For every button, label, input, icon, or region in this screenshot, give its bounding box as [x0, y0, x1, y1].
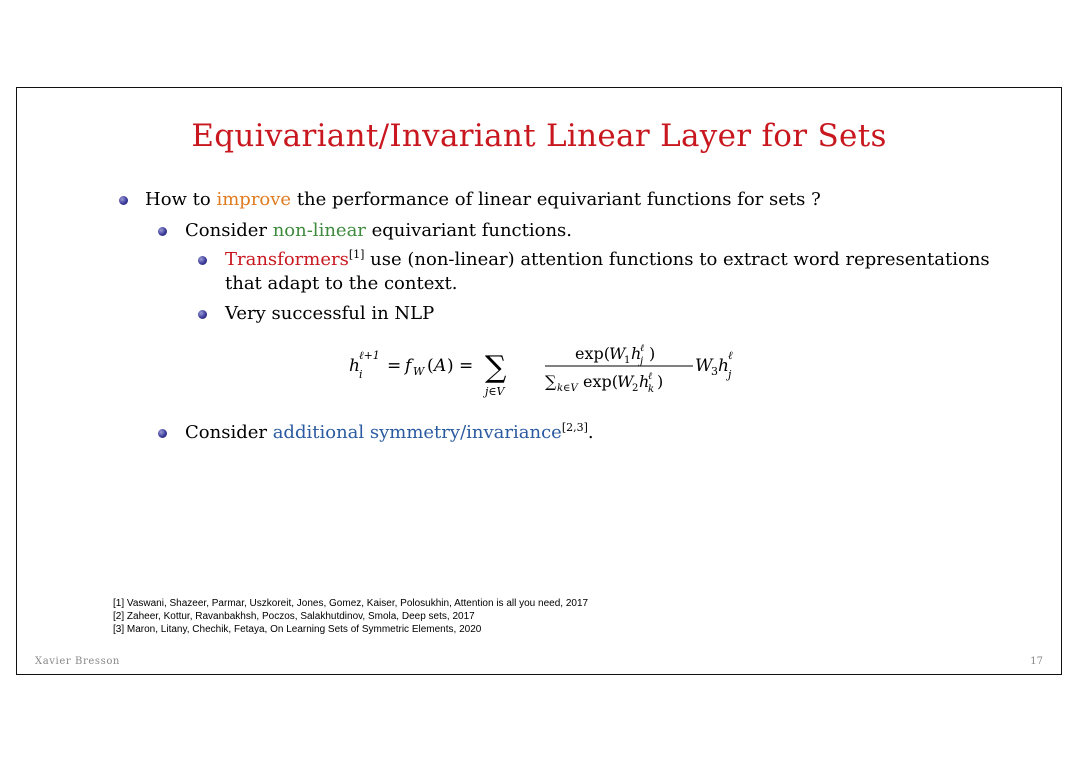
- svg-text:W: W: [695, 356, 713, 376]
- bullet-dot-icon: [158, 429, 167, 438]
- bullet-2-post: equivariant functions.: [365, 220, 573, 241]
- svg-text:) =: ) =: [447, 356, 474, 376]
- bullet-1-post: the performance of linear equivariant functions for sets ?: [291, 189, 821, 210]
- svg-text:h: h: [639, 372, 650, 391]
- reference-item: [2] Zaheer, Kottur, Ravanbakhsh, Poczos, Salakhutdinov, Smola, Deep sets, 2017: [113, 611, 475, 622]
- svg-text:f: f: [405, 356, 412, 376]
- svg-text:(: (: [427, 356, 434, 376]
- bullet-3-line1: use (non-linear) attention functions to extract word representations: [364, 249, 990, 270]
- slide-title: Equivariant/Invariant Linear Layer for Sets: [191, 118, 887, 154]
- footer-page-number: 17: [1030, 656, 1043, 667]
- svg-text:h: h: [718, 356, 729, 376]
- svg-text:h: h: [349, 356, 360, 376]
- svg-text:1: 1: [624, 355, 631, 366]
- svg-text:3: 3: [711, 365, 718, 378]
- svg-text:j: j: [728, 368, 732, 381]
- svg-text:): ): [649, 344, 656, 363]
- svg-text:∑: ∑: [485, 350, 507, 385]
- reference-item: [3] Maron, Litany, Chechik, Fetaya, On Learning Sets of Symmetric Elements, 2020: [113, 624, 482, 635]
- bullet-5-ref: [2,3]: [561, 421, 588, 434]
- svg-text:ℓ+1: ℓ+1: [359, 349, 380, 362]
- svg-text:h: h: [631, 344, 642, 363]
- bullet-dot-icon: [158, 227, 167, 236]
- svg-text:exp(: exp(: [583, 372, 618, 391]
- svg-text:): ): [657, 372, 664, 391]
- bullet-2-highlight: non-linear: [272, 220, 366, 241]
- bullet-4: [225, 302, 434, 326]
- svg-text:exp(: exp(: [575, 344, 610, 363]
- svg-text:j∈V: j∈V: [485, 385, 505, 398]
- bullet-3-highlight: Transformers: [225, 249, 349, 270]
- attention-equation: [347, 333, 747, 403]
- bullet-3-ref: [1]: [348, 248, 365, 261]
- reference-item: [1] Vaswani, Shazeer, Parmar, Uszkoreit, Jones, Gomez, Kaiser, Polosukhin, Attention is all you need, 2017: [113, 598, 589, 609]
- svg-text:k: k: [648, 384, 655, 395]
- svg-text:k∈V: k∈V: [557, 383, 578, 394]
- bullet-3: [225, 248, 990, 296]
- svg-text:j: j: [640, 356, 644, 367]
- svg-text:=: =: [387, 356, 402, 376]
- bullet-5-pre: Consider: [185, 422, 273, 443]
- svg-text:∑: ∑: [545, 372, 557, 391]
- bullet-5: [185, 421, 594, 445]
- slide-frame: [16, 87, 1062, 675]
- bullet-2: [185, 219, 572, 243]
- bullet-dot-icon: [198, 310, 207, 319]
- svg-text:i: i: [359, 368, 363, 381]
- bullet-5-highlight: additional symmetry/invariance: [272, 422, 562, 443]
- references: [113, 597, 588, 636]
- bullet-1-highlight: improve: [216, 189, 292, 210]
- svg-text:A: A: [434, 356, 447, 376]
- svg-text:2: 2: [632, 383, 639, 394]
- svg-text:ℓ: ℓ: [648, 371, 653, 382]
- svg-text:ℓ: ℓ: [640, 343, 645, 354]
- footer-author: Xavier Bresson: [35, 656, 120, 667]
- svg-text:W: W: [413, 365, 425, 378]
- svg-text:ℓ: ℓ: [728, 349, 733, 362]
- bullet-1: [145, 188, 821, 212]
- bullet-dot-icon: [119, 196, 128, 205]
- svg-text:W: W: [617, 372, 634, 391]
- svg-text:W: W: [609, 344, 626, 363]
- bullet-1-pre: How to: [145, 189, 217, 210]
- bullet-dot-icon: [198, 256, 207, 265]
- bullet-2-pre: Consider: [185, 220, 273, 241]
- bullet-5-post: .: [587, 422, 594, 443]
- bullet-3-line2: that adapt to the context.: [225, 273, 458, 294]
- bullet-4-text: Very successful in NLP: [225, 303, 435, 324]
